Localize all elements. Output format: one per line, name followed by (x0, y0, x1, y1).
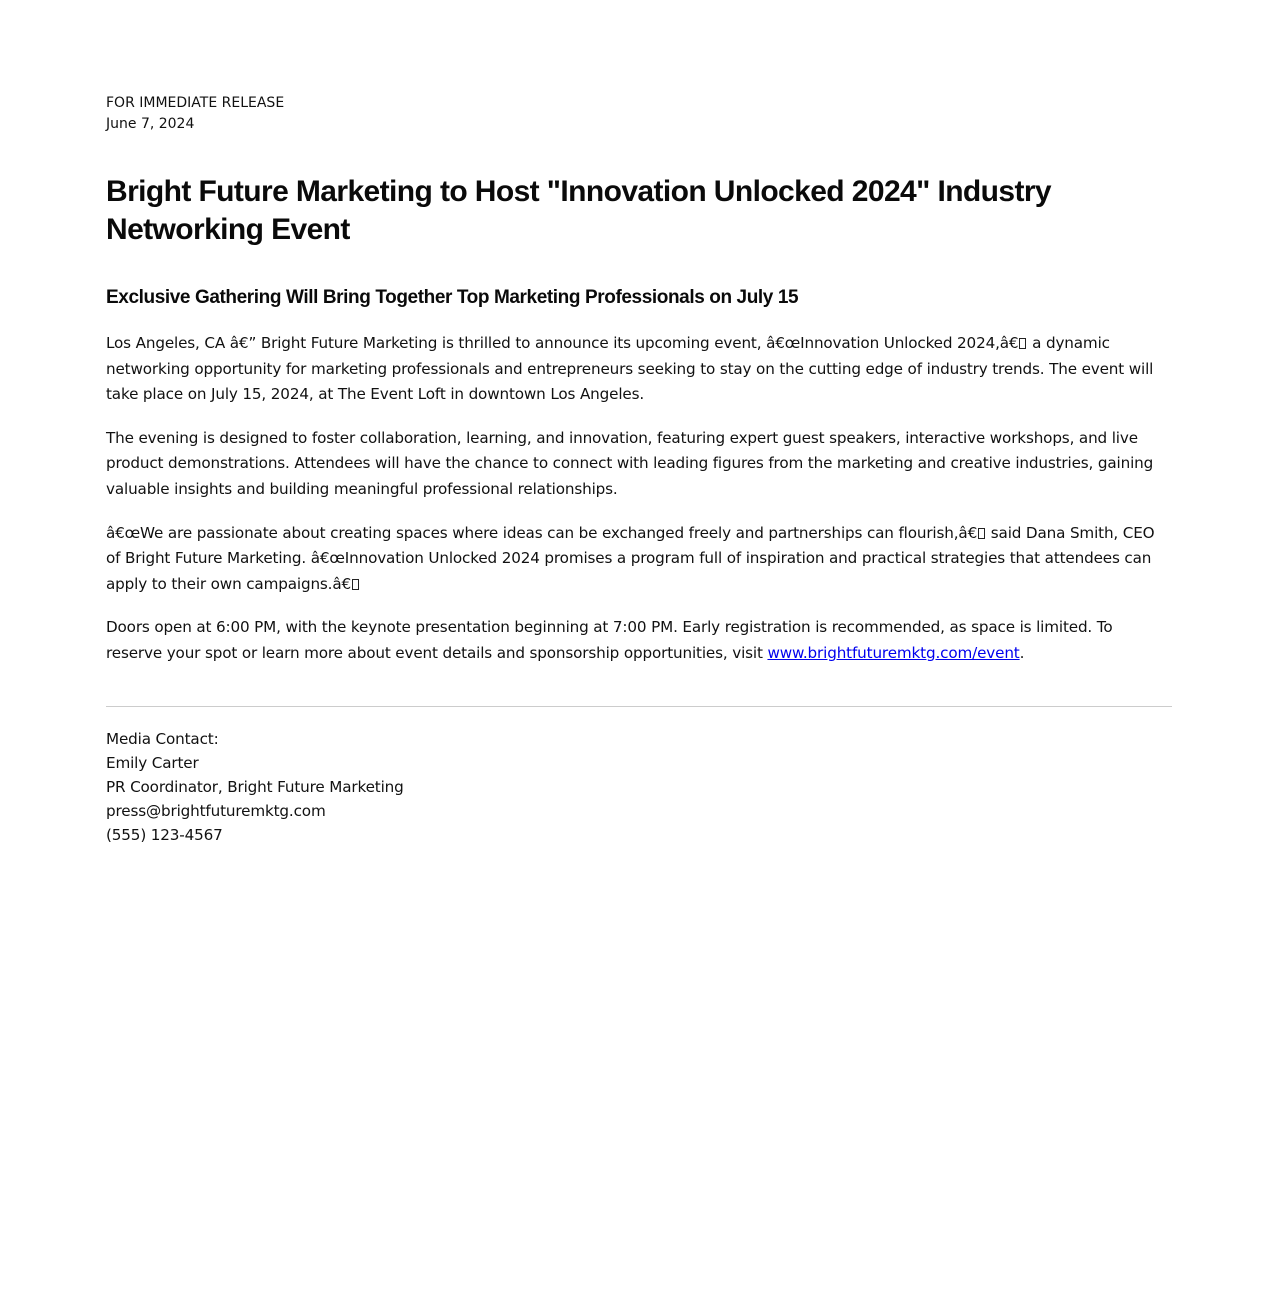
contact-phone: (555) 123-4567 (106, 825, 223, 844)
paragraph-intro-part1: Los Angeles, CA â€” Bright Future Marketing is thrilled to announce its upcoming event, â€œInnovation Unlocked 2024,â€ (106, 334, 1019, 352)
paragraph-registration-text: Doors open at 6:00 PM, with the keynote presentation beginning at 7:00 PM. Early registration is recommended, as space is limited. To reserve your spot or learn more about event details and sponsorship opportunities, visit (106, 618, 1113, 662)
paragraph-intro (106, 331, 1172, 408)
media-contact (106, 727, 1172, 847)
release-date: June 7, 2024 (106, 116, 195, 132)
paragraph-registration (106, 615, 1172, 666)
paragraph-quote-part1: â€œWe are passionate about creating spaces where ideas can be exchanged freely and partnerships can flourish,â€ (106, 523, 978, 542)
page-subtitle: Exclusive Gathering Will Bring Together Top Marketing Professionals on July 15 (106, 287, 799, 308)
missing-glyph-icon (978, 528, 985, 539)
paragraph-quote (106, 521, 1172, 598)
contact-label: Media Contact: (106, 729, 219, 748)
missing-glyph-icon (1019, 338, 1026, 349)
section-divider (106, 706, 1172, 707)
page-title: Bright Future Marketing to Host "Innovation Unlocked 2024" Industry Networking Event (106, 175, 1052, 246)
press-release (106, 93, 1172, 847)
paragraph-quote-part2: said Dana Smith, CEO of Bright Future Marketing. â€œInnovation Unlocked 2024 promises a program full of inspiration and practical strategies that attendees can apply to their own campaigns.â€ (106, 523, 1155, 593)
missing-glyph-icon (352, 579, 359, 590)
contact-name: Emily Carter (106, 753, 199, 772)
release-meta (106, 93, 1172, 135)
release-label: FOR IMMEDIATE RELEASE (106, 95, 285, 111)
contact-email: press@brightfuturemktg.com (106, 801, 326, 820)
contact-role: PR Coordinator, Bright Future Marketing (106, 777, 404, 796)
paragraph-intro-part2: a dynamic networking opportunity for marketing professionals and entrepreneurs seeking to stay on the cutting edge of industry trends. The event will take place on July 15, 2024, at The Event Loft in downtown Los Angeles. (106, 334, 1154, 404)
event-website-link[interactable]: www.brightfuturemktg.com/event (767, 643, 1020, 662)
paragraph-registration-end: . (1019, 643, 1025, 662)
paragraph-details: The evening is designed to foster collaboration, learning, and innovation, featuring expert guest speakers, interactive workshops, and live product demonstrations. Attendees will have the chance to connect with leading figures from the marketing and creative industries, gaining valuable insights and building meaningful professional relationships. (106, 428, 1154, 498)
